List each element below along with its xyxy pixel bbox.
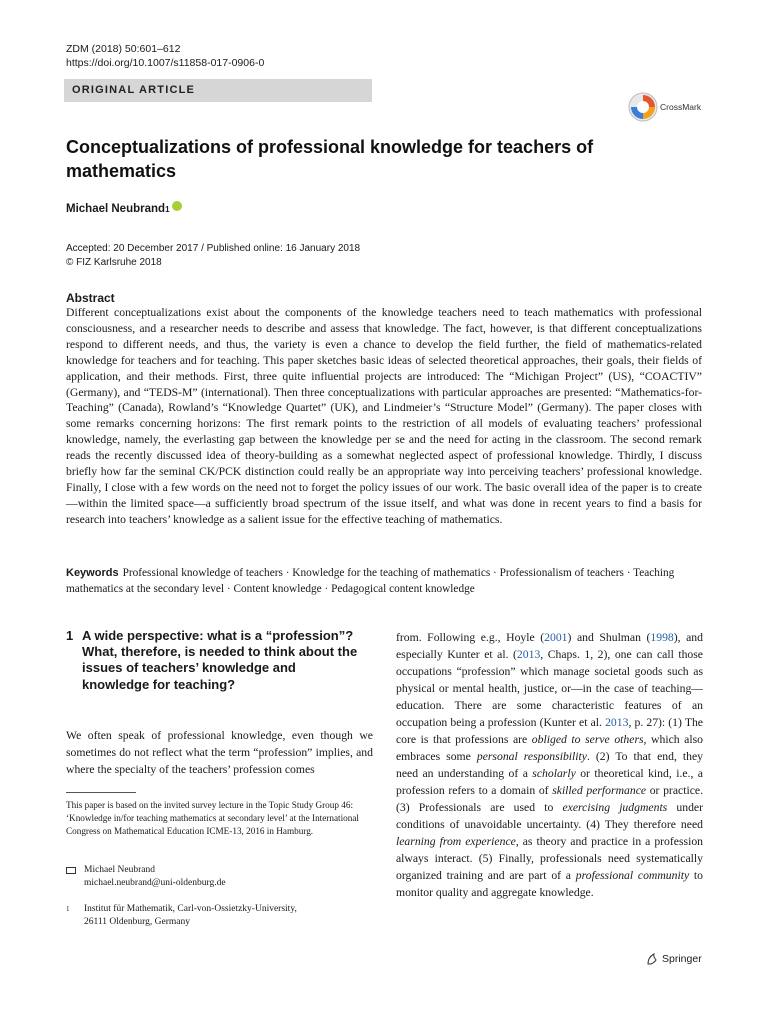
crossmark-label: CrossMark [660, 102, 702, 112]
text-run: or theoretical kind, i.e., a profession refers to a domain of [396, 767, 703, 797]
citation-link-shulman[interactable]: 1998 [650, 631, 674, 644]
doi-link[interactable]: https://doi.org/10.1007/s11858-017-0906-0 [66, 57, 265, 69]
citation-link-hoyle[interactable]: 2001 [544, 631, 568, 644]
text-run: ), and especially Kunter et al. ( [396, 631, 703, 661]
emphasis: skilled performance [552, 784, 647, 797]
publisher-name: Springer [662, 953, 702, 965]
author-affiliation-number: 1 [165, 204, 170, 214]
crossmark-badge[interactable] [628, 92, 701, 122]
abstract-body: Different conceptualizations exist about the components of the knowledge teachers need to teach mathematics with professional consciousness, and a researcher needs to describe and assess that knowledge. The fact, however, is that different conceptualizations respond to different needs, and thus, the variety is even a chance to develop the field further, the field of mathematics-related knowledge for teachers and for teaching. This paper sketches basic ideas of selected theoretical approaches, their goals, their fields of application, and their methods. First, three quite influential projects are introduced: The “Michigan Project” (US), “COACTIV” (Germany), and “TEDS-M” (international). Then three conceptualizations with particular approaches are presented: “Mathematics-for-Teaching” (Canada), Rowland’s “Knowledge Quartet” (UK), and Lindmeier’s “Structure Model” (Germany). The paper closes with some remarks concerning horizons: The first remark points to the restriction of all models of evaluating teachers’ professional knowledge, namely, the everlasting gap between the knowledge per se and the need for acting in the classroom. The second remark reads the recently discussed idea of theory-building as a somewhat neglected aspect of professional knowledge. Thirdly, I discuss briefly how far the seminal CK/PCK distinction could really be an appropriate way into perceiving teachers’ professional knowledge. Finally, I close with a few words on the need not to forget the policy issues of our work. The basic overall idea of the paper is to create—within the limited space—a sufficiently broad spectrum of the issue itself, and what was done in recent years to find a basis for research into teachers’ knowledge as a salient issue for the effective teaching of mathematics. [66, 306, 702, 526]
keywords-list: Professional knowledge of teachers · Knowledge for the teaching of mathematics · Professionalism of teachers · Teaching mathematics at the secondary level · Content knowledge · Pedagogical content knowledge [66, 567, 675, 595]
section-title: A wide perspective: what is a “profession”? What, therefore, is needed to think about the issues of teachers’ knowledge and knowledge for teaching? [82, 628, 358, 692]
emphasis: professional community [575, 869, 690, 882]
text-run: , Chaps. 1, 2), one can call those occupations “profession” which manage societal goods such as physical or mental health, justice, or—in the case of teaching—education. There are some characteristic features of an occupation being a profession (Kunter et al. [396, 648, 703, 729]
emphasis: scholarly [532, 767, 576, 780]
affiliation-line2: 26111 Oldenburg, Germany [84, 917, 190, 927]
text-run: under conditions of unavoidable uncertainty. (4) They therefore need [396, 801, 703, 831]
section-number: 1 [66, 628, 74, 643]
footnote-divider [66, 792, 136, 793]
text-run: . (2) To that end, they need an understanding of a [396, 750, 704, 780]
section-heading [66, 628, 366, 693]
publication-dates [66, 242, 360, 270]
publisher-logo [645, 952, 702, 966]
left-column-text: We often speak of professional knowledge, even though we sometimes do not reflect what the term “profession” implies, and where the specialty of the teachers’ profession comes [66, 729, 373, 776]
orcid-icon[interactable] [172, 201, 182, 211]
footnote: This paper is based on the invited survey lecture in the Topic Study Group 46: ‘Knowledge in/for teaching mathematics at secondary level’ at the International Congress on Mathematical Education ICME-13, 2016 in Hamburg. [66, 800, 359, 836]
dates-line: Accepted: 20 December 2017 / Published online: 16 January 2018 [66, 243, 361, 254]
affiliation-number: 1 [66, 905, 70, 913]
author-name[interactable]: Michael Neubrand [66, 203, 166, 215]
envelope-icon [66, 867, 76, 874]
corresponding-author [66, 864, 226, 890]
emphasis: personal responsibility [476, 750, 587, 763]
abstract-heading: Abstract [66, 291, 115, 305]
journal-citation: ZDM (2018) 50:601–612 [66, 43, 181, 55]
emphasis: learning from experience [396, 835, 516, 848]
copyright-line: © FIZ Karlsruhe 2018 [66, 257, 162, 268]
text-run: , as theory and practice in a profession always interact. (5) Finally, professionals need systematically organized training and are part of a [396, 835, 704, 882]
article-title: Conceptualizations of professional knowledge for teachers of mathematics [66, 137, 594, 181]
contact-email[interactable]: michael.neubrand@uni-oldenburg.de [84, 878, 226, 888]
text-run: to monitor quality and aggregate knowledge. [396, 869, 704, 899]
citation-link-kunter[interactable]: 2013 [516, 648, 541, 661]
keywords [66, 565, 702, 597]
emphasis: exercising judgments [562, 801, 668, 814]
contact-name: Michael Neubrand [84, 865, 155, 875]
emphasis: obliged to serve others [531, 733, 644, 746]
article-type-banner: ORIGINAL ARTICLE [64, 79, 372, 102]
text-run: or practice. (3) Professionals are used to [396, 784, 703, 814]
text-run: ) and Shulman ( [567, 631, 651, 644]
crossmark-icon [628, 92, 658, 122]
right-column-text [396, 629, 703, 901]
springer-horse-icon [645, 952, 659, 966]
text-run: , which also embraces some [396, 733, 704, 763]
keywords-heading: Keywords [66, 567, 119, 579]
text-run: from. Following e.g., Hoyle ( [396, 631, 545, 644]
text-run: , p. 27): (1) The core is that professions are [396, 716, 703, 746]
affiliation-line1: Institut für Mathematik, Carl-von-Ossietzky-University, [84, 904, 297, 914]
author-line [66, 203, 182, 215]
affiliation [66, 903, 297, 929]
citation-link-kunter-2[interactable]: 2013 [605, 716, 629, 729]
